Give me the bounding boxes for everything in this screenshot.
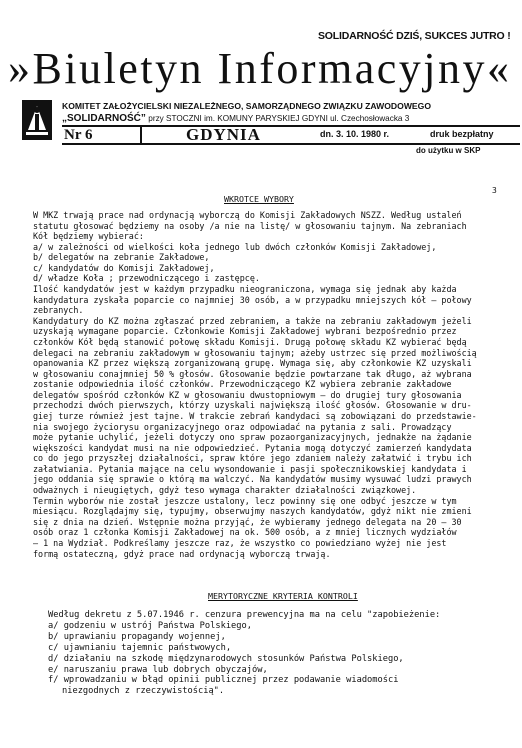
article-line: zostanie odpowiednia ilość członków. Przewodniczącego KZ wybiera zebranie zakładowe <box>33 379 452 390</box>
decree-line: c/ ujawnianiu tajemnic państwowych, <box>48 642 232 653</box>
issue-date: dn. 3. 10. 1980 r. <box>320 129 390 139</box>
article-line: osób oraz 1 członka Komisji Zakładowej na ok. 500 osób, a z mniej licznych wydziałów <box>33 527 457 538</box>
section-heading-censorship: MERYTORYCZNE KRYTERIA KONTROLI <box>208 591 358 601</box>
issue-info-row <box>62 125 520 145</box>
article-line: Kandydatury do KZ można zgłaszać przed zebraniem, a także na zebraniu zakładowym jeżeli <box>33 315 472 326</box>
article-line: Termin wyborów nie został jeszcze ustalony, lecz powinny się one odbyć jeszcze w tym <box>33 495 457 506</box>
article-censorship-body <box>48 610 508 697</box>
print-note: druk bezpłatny <box>430 129 494 139</box>
article-line: delegatów spośród członków KZ w głosowaniu dwustopniowym – do drugiej tury głosowania <box>33 389 462 400</box>
article-line: delegaci na zebraniu zakładowym w głosowaniu tajnym; ażeby ustrzec się przed możliwością <box>33 347 477 358</box>
section-heading-elections: WKROTCE WYBORY <box>224 194 294 204</box>
committee-line-1: KOMITET ZAŁOŻYCIELSKI NIEZALEŻNEGO, SAMORZĄDNEGO ZWIĄZKU ZAWODOWEGO <box>62 101 432 111</box>
shipyard-address: przy STOCZNI im. KOMUNY PARYSKIEJ GDYNI ul. Czechosłowacka 3 <box>148 114 410 123</box>
article-line: d/ władze Koła ; przewodniczącego i zastępcę. <box>33 273 260 284</box>
article-line: załatwiania. Pytania mające na celu wysondowanie i pasji społecznikowskiej kandydata i <box>33 463 467 474</box>
decree-line: b/ uprawianiu propagandy wojennej, <box>48 631 226 642</box>
article-line: – 1 na Wydział. Podkreślamy jeszcze raz, że wszystko co powiedziano wyżej nie jest <box>33 537 447 548</box>
article-line: odważnych i nieugiętych, gdyż teso wymaga charakter działalności związkowej. <box>33 485 417 496</box>
article-line: jego oddania się sprawie o którą ma walczyć. Na kandydatów musimy wysuwać ludzi prawych <box>33 474 472 485</box>
decree-line: niezgodnych z rzeczywistością". <box>62 686 225 697</box>
union-name: „SOLIDARNOŚĆ” <box>62 113 146 124</box>
internal-use-note: do użytku w SKP <box>416 146 481 155</box>
decree-line: e/ naruszaniu prawa lub dobrych obyczajów, <box>48 664 268 675</box>
decree-line: f/ wprowadzaniu w błąd opinii publicznej przez podawanie wiadomości <box>48 675 399 686</box>
article-line: Kół będziemy wybierać: <box>33 231 144 242</box>
article-line: zebranych. <box>33 305 84 316</box>
article-line: członków Kół będą stanowić połowę składu Komisji. Drugą połowę składu KZ wybierać będą <box>33 336 467 347</box>
article-line: giej turze również jest tajne. W trakcie zebrań kandydaci są zobowiązani do przedstawie- <box>33 410 477 421</box>
page-number: 3 <box>492 186 497 195</box>
article-line: przechodzi dwóch pierwszych, którzy uzyskali największą ilość głosów. Głosowanie w dru- <box>33 400 472 411</box>
article-line: c/ kandydatów do Komisji Zakładowej, <box>33 262 215 273</box>
decree-line: d/ działaniu na szkodę międzynarodowych stosunków Państwa Polskiego, <box>48 653 404 664</box>
article-line: formą ostateczną, gdyż prace nad ordynacją wyborczą trwają. <box>33 548 331 559</box>
article-line: miesiącu. Rozglądajmy się, typujmy, obserwujmy naszych kandydatów, gdyż nikt nie zmieni <box>33 506 472 517</box>
committee-line-2 <box>62 112 512 125</box>
committee-block <box>62 100 512 125</box>
article-line: może pytanie uchylić, jeżeli dotyczy ono spraw pozaorganizacyjnych, jednakże na żądanie <box>33 432 472 443</box>
decree-line: Według dekretu z 5.07.1946 r. cenzura prewencyjna ma na celu "zapobieżenie: <box>48 610 441 620</box>
issue-number: Nr 6 <box>62 127 142 143</box>
article-line: statutu głosować będziemy na osoby /a nie na listę/ w głosowaniu tajnym. Na zebraniach <box>33 220 467 231</box>
city-name: GDYNIA <box>186 125 261 144</box>
slogan: SOLIDARNOŚĆ DZIŚ, SUKCES JUTRO ! <box>318 30 511 42</box>
decree-line: a/ godzeniu w ustrój Państwa Polskiego, <box>48 620 252 631</box>
article-line: w głosowaniu conajmniej 50 % głosów. Głosowanie będzie powtarzane tak długo, aż wybrana <box>33 368 472 379</box>
article-line: nia swojego życiorysu organizacyjnego oraz odpowiadać na pytania z sali. Prowadzący <box>33 421 452 432</box>
article-line: większości kandydat musi na nie odpowiedzieć. Pytania mogą dotyczyć zamierzeń kandydata <box>33 442 472 453</box>
article-line: a/ w zależności od wielkości koła jednego lub dwóch członków Komisji Zakładowej, <box>33 241 437 252</box>
article-line: uzyskają wymagane poparcie. Członkowie Komisji Zakładowej wybrani bezpośrednio przez <box>33 326 457 337</box>
article-line: W MKZ trwają prace nad ordynacją wyborczą do Komisji Zakładowych NSZZ. Według ustaleń <box>33 210 462 220</box>
solidarity-logo-icon <box>22 100 52 140</box>
article-line: się z dnia na dzień. Wstępnie można przyjąć, że wybieramy jednego delegata na 20 – 30 <box>33 516 462 527</box>
article-line: opanowania KZ przez większą zorganizowaną grupę. Wymaga się, aby członkowie KZ uzyskali <box>33 358 472 369</box>
article-line: Ilość kandydatów jest w każdym przypadku nieograniczona, wymaga się jednak aby każda <box>33 284 457 295</box>
article-line: co do jego przyszłej działalności, spraw które jego zdaniem należy załatwić i trybu ich <box>33 453 472 464</box>
article-line: b/ delegatów na zebranie Zakładowe, <box>33 252 210 263</box>
article-elections-body <box>33 210 508 559</box>
masthead-title: »Biuletyn Informacyjny« <box>8 44 512 93</box>
article-line: kandydatura zyskała poparcie co najmniej 30 osób, a w przypadku mniejszych kół – połowy <box>33 294 472 305</box>
